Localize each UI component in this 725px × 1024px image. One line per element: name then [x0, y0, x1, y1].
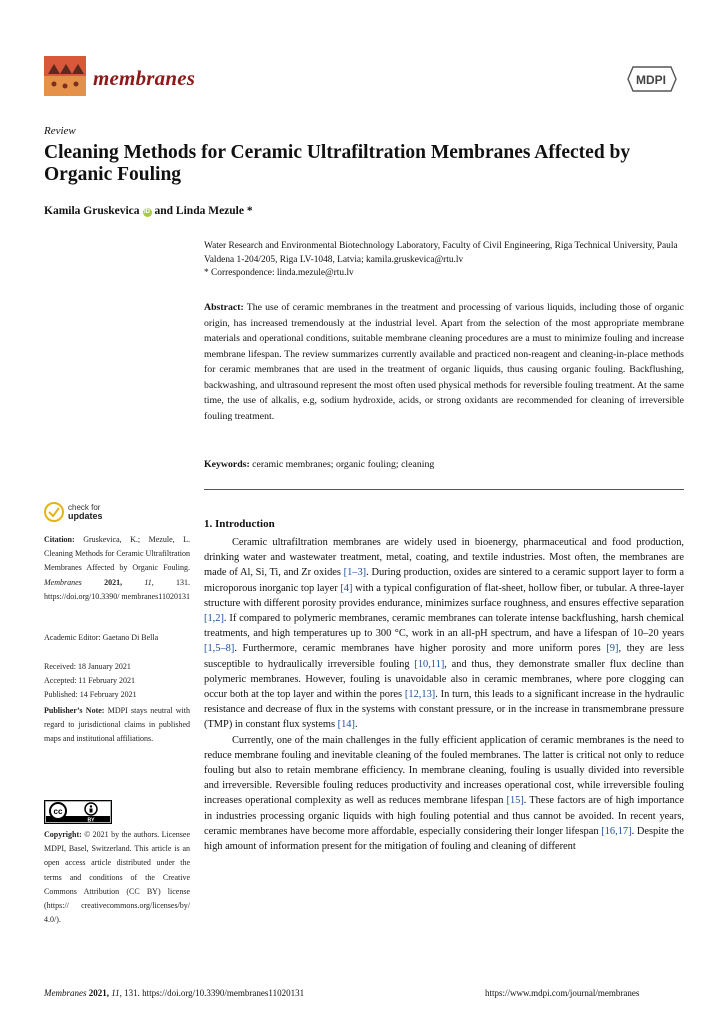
authors — [44, 205, 253, 217]
dates — [44, 660, 190, 703]
citation-link[interactable]: [1,2] — [204, 613, 224, 625]
text-run: . These factors are of high importance in industries processing organic liquids with high fouling potential and thus cannot be avoided. In recent years, ceramic membranes have become more affordable, especially considering their longer lifespan — [204, 795, 684, 837]
publisher-note-text: MDPI stays neutral with regard to jurisdictional claims in published maps and institutional affiliations. — [44, 706, 190, 744]
by-label: BY — [87, 817, 95, 824]
date-received: Received: 18 January 2021 — [44, 662, 131, 671]
text-run: , and thus, they demonstrate smaller flux decline than polymeric membranes. However, fouling is unavoidable also in ceramic membranes, where pore clogging can occur both at the top layer and within the pores — [204, 658, 684, 701]
author-2[interactable]: and Linda Mezule * — [154, 205, 253, 217]
citation-link[interactable]: [12,13] — [404, 689, 436, 701]
mdpi-label: MDPI — [636, 73, 666, 87]
citation-volume: 11, — [144, 577, 154, 587]
citation-text: Gruskevica, K.; Mezule, L. Cleaning Methods for Ceramic Ultrafiltration Membranes Affected by Organic Fouling. — [44, 535, 191, 573]
citation-link[interactable]: [1,5–8] — [204, 643, 235, 655]
text-run: , they are less susceptible to hydraulically irreversible fouling — [204, 643, 684, 670]
citation-link[interactable]: [1–3] — [343, 567, 367, 579]
copyright-label: Copyright: — [44, 830, 82, 839]
publisher-note — [44, 704, 190, 747]
footer-year: 2021, — [88, 988, 109, 998]
check-updates-bottom: updates — [68, 511, 103, 521]
introduction-body — [204, 535, 684, 854]
check-updates-icon[interactable] — [44, 502, 64, 522]
footer-volume: 11, — [111, 988, 122, 998]
orcid-icon[interactable]: iD — [144, 209, 151, 215]
paragraph — [204, 733, 684, 855]
copyright-text: © 2021 by the authors. Licensee MDPI, Basel, Switzerland. This article is an open access article distributed under the terms and conditions of the Creative Commons Attribution (CC BY) license (https:// creativecommons.org/licenses/by/ 4.0/). — [44, 830, 191, 925]
citation-label: Citation: — [44, 535, 75, 544]
divider — [204, 489, 684, 490]
publisher-note-label: Publisher’s Note: — [44, 706, 105, 715]
footer-journal: Membranes — [44, 988, 87, 998]
text-run: Currently, one of the main challenges in the fully efficient application of ceramic membranes is the need to reduce membrane fouling and inevitable cleaning of the fouled membranes. The latter is critical not only to reduce fouling but also to retain membrane efficiency. In membrane cleaning, fouling is usually divided into reversible and irreversible. Reversible fouling reduces productivity and increases operational cost, while irreversible fouling increases operational complexity as well as reduces membrane lifespan — [204, 734, 684, 807]
citation-link[interactable]: [15] — [506, 795, 524, 807]
citation-link[interactable]: [10,11] — [414, 658, 445, 670]
cc-by-license-icon[interactable] — [44, 800, 112, 824]
citation-doi[interactable]: 131. https://doi.org/10.3390/ membranes11020131 — [44, 577, 191, 601]
footer-citation — [44, 988, 304, 998]
citation — [44, 533, 190, 604]
author-1[interactable]: Kamila Gruskevica — [44, 205, 140, 217]
citation-journal: Membranes — [44, 577, 82, 587]
text-run: Ceramic ultrafiltration membranes are widely used in bioenergy, pharmaceutical and food production, drinking water and wastewater treatment, metal, coating, and textile industries. Most often, the membranes are made of Al, Si, Ti, and Zr oxides — [204, 537, 684, 579]
journal-name: membranes — [93, 66, 196, 90]
footer-journal-url[interactable]: https://www.mdpi.com/journal/membranes — [485, 988, 640, 998]
text-run: . Despite the high amount of information present for the mitigation of fouling and cleaning of different — [204, 825, 684, 853]
journal-logo — [44, 56, 86, 96]
abstract-text: The use of ceramic membranes in the treatment and processing of various liquids, including those of organic origin, has increased tremendously at the industrial level. Apart from the selection of the most appropriate membrane materials and operational conditions, suitable membrane cleaning procedures are a must to minimize fouling and increase membrane lifespan. The review summarizes currently available and practiced non-reagent and cleaning-in-place methods for ceramic membranes that are used in the treatment of organic liquids, thus causing organic fouling. Backflushing, backwashing, and ultrasound represent the most often used physical methods for reversible fouling treatment. At the same time, the use of alkalis, e.g, sodium hydroxide, acids, or strong oxidants are recommended for cleaning of irreversible fouling treatment. — [204, 302, 685, 422]
citation-link[interactable]: [9] — [606, 643, 619, 655]
date-accepted: Accepted: 11 February 2021 — [44, 676, 136, 686]
citation-link[interactable]: [14] — [337, 719, 355, 731]
text-run: . During production, oxides are sintered to a ceramic support layer to form a microporous inorganic top layer — [204, 567, 684, 594]
article-type: Review — [44, 125, 76, 137]
keywords — [204, 459, 434, 470]
text-run: . In turn, this leads to a significant increase in the hydraulic resistance and decrease of flux in the systems with constant pressure, or in the increase in transmembrane pressure (TMP) in constant flux systems — [204, 689, 684, 731]
abstract — [204, 300, 684, 424]
keywords-text: ceramic membranes; organic fouling; cleaning — [252, 459, 435, 470]
text-run: with a typical configuration of flat-sheet, hollow fiber, or tubular. A three-layer structure with different porosity provides endurance, minimizes surface roughness, and ensures effective separation — [204, 582, 684, 609]
cc-label: cc — [53, 807, 63, 816]
abstract-label: Abstract: — [204, 302, 244, 313]
date-published: Published: 14 February 2021 — [44, 690, 137, 700]
academic-editor: Academic Editor: Gaetano Di Bella — [44, 633, 159, 642]
footer-doi[interactable]: 131. https://doi.org/10.3390/membranes11020131 — [124, 988, 305, 998]
paragraph — [204, 535, 684, 733]
keywords-label: Keywords: — [204, 459, 250, 470]
copyright — [44, 828, 190, 927]
citation-link[interactable]: [4] — [340, 582, 353, 594]
check-updates-button[interactable] — [68, 503, 103, 521]
section-heading: 1. Introduction — [204, 518, 275, 530]
citation-year: 2021, — [104, 577, 123, 587]
correspondence: * Correspondence: linda.mezule@rtu.lv — [204, 268, 354, 278]
check-updates-top: check for — [68, 503, 101, 512]
article-title: Cleaning Methods for Ceramic Ultrafiltration Membranes Affected by Organic Fouling — [44, 142, 631, 185]
text-run: . — [354, 719, 358, 731]
citation-link[interactable]: [16,17] — [601, 825, 632, 837]
text-run: . Furthermore, ceramic membranes have higher porosity and more uniform pores — [234, 643, 601, 655]
affiliation — [204, 240, 684, 281]
text-run: . If compared to polymeric membranes, ceramic membranes can tolerate intense backflushing, harsh chemical treatments, and high temperatures up to 300 °C, work in an all-pH spectrum, and have a lifespan of 10–20 years — [204, 613, 684, 640]
affiliation-text: Water Research and Environmental Biotechnology Laboratory, Faculty of Civil Engineering, Riga Technical University, Paula Valdena 1-204/205, Riga LV-1048, Latvia; kamila.gruskevica@rtu.lv — [204, 241, 678, 265]
